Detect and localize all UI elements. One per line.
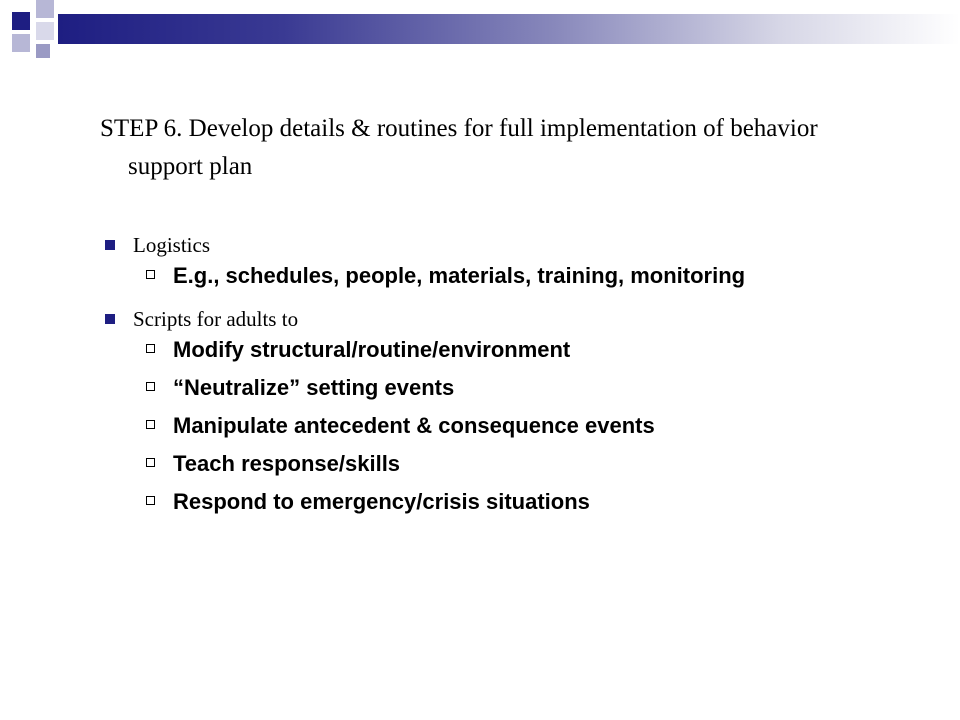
hollow-square-icon xyxy=(146,382,155,391)
deco-square-icon xyxy=(36,22,54,40)
hollow-square-icon xyxy=(146,420,155,429)
sub-bullet-item xyxy=(105,336,905,364)
deco-square-icon xyxy=(12,12,30,30)
sub-bullet-label: Manipulate antecedent & consequence events xyxy=(173,413,655,438)
slide-title: STEP 6. Develop details & routines for full implementation of behavior support plan xyxy=(100,115,818,180)
sub-bullet-label: Respond to emergency/crisis situations xyxy=(173,489,590,514)
sub-bullet-list xyxy=(105,336,905,516)
hollow-square-icon xyxy=(146,270,155,279)
deco-square-icon xyxy=(36,0,54,18)
sub-bullet-label: Teach response/skills xyxy=(173,451,401,476)
sub-bullet-item xyxy=(105,412,905,440)
deco-square-icon xyxy=(36,44,50,58)
hollow-square-icon xyxy=(146,344,155,353)
hollow-square-icon xyxy=(146,458,155,467)
sub-bullet-label: E.g., schedules, people, materials, training, monitoring xyxy=(173,263,746,288)
sub-bullet-item xyxy=(105,488,905,516)
sub-bullet-item xyxy=(105,374,905,402)
sub-bullet-item xyxy=(105,450,905,478)
bullet-list xyxy=(105,230,905,530)
bullet-item-logistics xyxy=(105,230,905,260)
bullet-label: Logistics xyxy=(133,233,210,257)
sub-bullet-label: “Neutralize” setting events xyxy=(173,375,455,400)
deco-square-icon xyxy=(12,34,30,52)
header-gradient-bar xyxy=(58,14,960,44)
sub-bullet-item xyxy=(105,262,905,290)
filled-square-icon xyxy=(105,240,115,250)
sub-bullet-list xyxy=(105,262,905,290)
hollow-square-icon xyxy=(146,496,155,505)
sub-bullet-label: Modify structural/routine/environment xyxy=(173,337,571,362)
bullet-item-scripts xyxy=(105,304,905,334)
bullet-label: Scripts for adults to xyxy=(133,307,299,331)
filled-square-icon xyxy=(105,314,115,324)
